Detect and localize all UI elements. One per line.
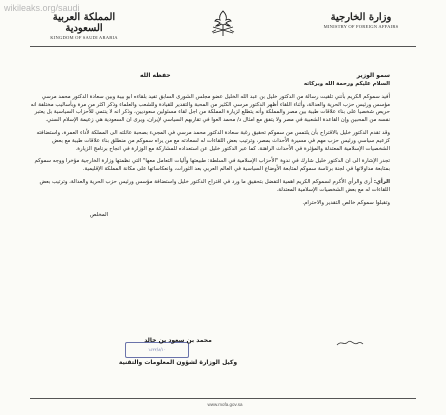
paragraph-1: أفيد سموكم الكريم بأنني تلقيت رسالة من الدكتور خليل بن عبد الله الخليل عضو مجلس الشورى السابق تفيد بلقاءه ابو بيبة وبين سعادة الدكتور محمد مرسي مؤسس ورئيس حزب الحرية والعدالة، وأثناء اللقاء أظهر الدكتور مرسي الكثير من المحبة والتقدير للقيادة وللشعب والعلماء وذكر اكثر من مرة وبأساليب مختلفة انه حريص شخصيا على بناء علاقات طيبة بين مصر والمملكة وأنه يتطلع لزيارة المملكة من اجل لقاء مسئولين سعوديين، وذكر انه لا ينتمي للأحزاب السياسية بل يعتبر نفسه من المحبين وإن القاعدة الشعبية في مصر ولا يتفق مع امثال د/ محمد العوا في تقاربهم السياسي لإيران، ويرى ان السعودية هي زعيمة الإسلام السني. [30,93,390,124]
footer-divider [30,398,416,399]
watermark-text: wikileaks.org/saudi [4,3,80,13]
paragraph-opinion [30,179,390,195]
signatory-name: محمد بن سعود بن خالد [144,337,212,344]
ministry-name-en: MINISTRY OF FOREIGN AFFAIRS [323,24,399,29]
letter-body [30,72,390,225]
signatory-title: وكيل الوزارة لشؤون المعلومات والتقنية [118,359,238,366]
opinion-text: أرى والرأي الأكرم لسموكم الكريم اهمية التفضل بتحقيق ما ورد في اقتراح الدكتور خليل واستضافة مؤسس ورئيس حزب الحرية والعدالة، وترتيب بعض اللقاءات له مع بعض الشخصيات الإسلامية المعتدلة. [39,178,390,193]
paragraph-2: وقد تقدم الدكتور خليل بالاقتراح بأن يلتمس من سموكم تحقيق رغبة سعادة الدكتور محمد مرسي في المجيء بصحبة عائلته الى المملكة لأداء العمرة، واستضافته كزعيم سياسي ورئيس حزب مهم في مسيرة الأحداث بمصر، وترتيب بعض اللقاءات له لسعادته مع من يراه سموكم من منطلق بناء علاقات طيبة مع بعض الشخصيات الإسلامية المعتدلة والمؤثرة في الأحداث الراهنة. كما عبر الدكتور خليل عن استعداده للمشاركة مع الوزارة في انجاح برنامج الزيارة. [36,129,390,152]
recipient-honorific: حفظه الله [140,72,171,79]
kingdom-name-ar: المملكة العربية السعودية [52,12,116,34]
opinion-label: الرأي: [373,178,390,185]
signoff: المخلص [90,212,109,219]
footer-website: www.mofa.gov.sa [207,402,243,407]
paragraph-3: تجدر الإشارة الى ان الدكتور خليل شارك في ندوة "الأحزاب الإسلامية في السلطة: طبيعتها وآليات التعامل معها" التي نظمتها وزارة الخارجية مؤخرا ووجه سموكم بمتابعة مداولاتها في لجنة برئاسة سموكم لمتابعة الأوضاع السياسية في العالم العربي بعد الثورات، وانعكاساتها على مكانة المملكة الإقليمية. [34,158,390,173]
header-divider [30,46,416,47]
closing-line: وتقبلوا سموكم خالص التقدير والاحترام. [302,199,390,206]
ministry-name-ar: وزارة الخارجية [330,12,392,23]
saudi-emblem-icon [207,8,239,38]
signature-block [88,336,268,368]
greeting: السلام عليكم ورحمة الله وبركاته [303,81,390,87]
kingdom-header [34,12,134,40]
date-stamp: ١٤٣٢/٨/١٠ [125,342,189,358]
salutation-row [30,72,390,81]
signature-icon [335,338,365,348]
recipient-title: سمو الوزير [356,72,390,79]
ministry-header [316,12,406,29]
kingdom-name-en: KINGDOM OF SAUDI ARABIA [50,35,118,40]
